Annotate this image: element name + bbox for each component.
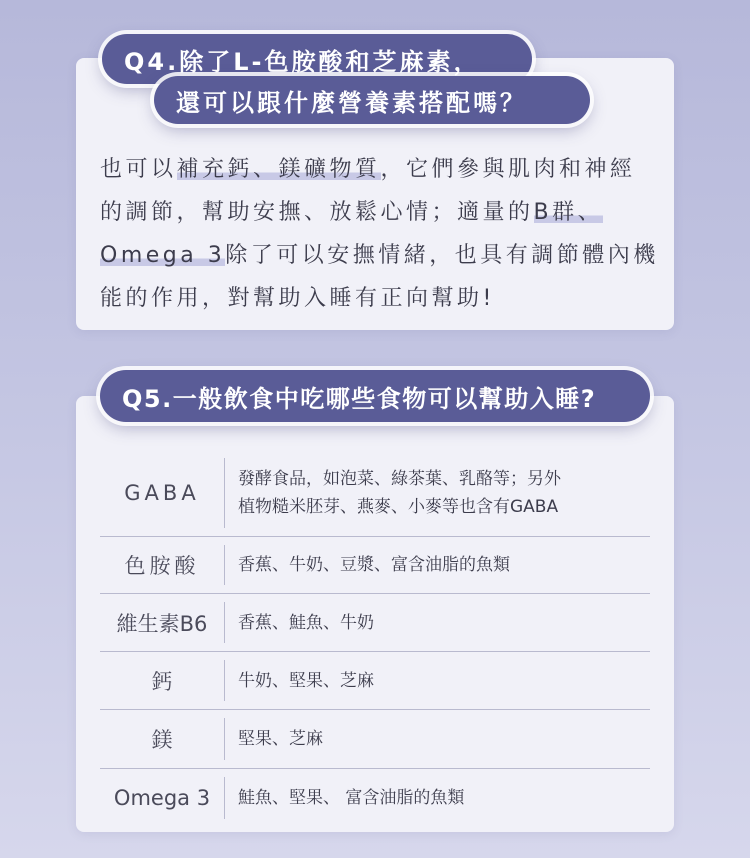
nutrient-name: Omega 3 [113,786,211,810]
table-row [100,594,650,652]
nutrient-name: 鈣 [151,669,173,694]
table-row [100,769,650,827]
q4-highlight-minerals: 補充鈣、鎂礦物質 [176,157,381,182]
q4-answer-text-2: ，它們參與肌肉和神經的調節，幫助安撫、放鬆心情；適量的 [100,157,636,225]
column-divider [224,660,225,701]
table-row [100,450,650,537]
q4-title-line2-text: 還可以跟什麼營養素搭配嗎？ [176,88,527,117]
food-sources-line1: 發酵食品，如泡菜、綠茶葉、乳酪等；另外 [238,469,561,489]
q4-answer-paragraph [100,148,660,320]
food-sources: 堅果、芝麻 [238,729,323,749]
nutrient-name: 色胺酸 [124,554,200,578]
column-divider [224,602,225,643]
food-table [100,450,650,827]
q4-highlight-b-omega: B群、Omega 3 [100,200,604,268]
food-sources [238,450,650,536]
q4-answer-text-3: 除了可以安撫情緒，也具有調節體內機能的作用，對幫助入睡有正向幫助! [100,243,659,311]
nutrient-name: 鎂 [151,728,173,752]
q4-title-line1-text: Q4.除了L-色胺酸和芝麻素， [124,47,481,76]
food-sources: 牛奶、堅果、芝麻 [238,670,374,691]
table-row [100,710,650,769]
food-sources: 鮭魚、堅果、 富含油脂的魚類 [238,788,465,808]
column-divider [224,718,225,760]
column-divider [224,458,225,528]
table-row [100,537,650,594]
nutrient-name: GABA [124,481,200,505]
q5-title-text: Q5.一般飲食中吃哪些食物可以幫助入睡? [122,384,597,413]
q4-title-line2 [154,76,590,124]
column-divider [224,777,225,819]
food-sources: 香蕉、牛奶、豆漿、富含油脂的魚類 [238,555,510,575]
q5-title [100,370,650,422]
food-sources: 香蕉、鮭魚、牛奶 [238,612,374,633]
food-sources-line2: 植物糙米胚芽、燕麥、小麥等也含有GABA [238,497,559,517]
nutrient-name: 維生素B6 [116,611,208,636]
q4-answer-text-1: 也可以 [100,157,177,182]
column-divider [224,545,225,585]
table-row [100,652,650,710]
